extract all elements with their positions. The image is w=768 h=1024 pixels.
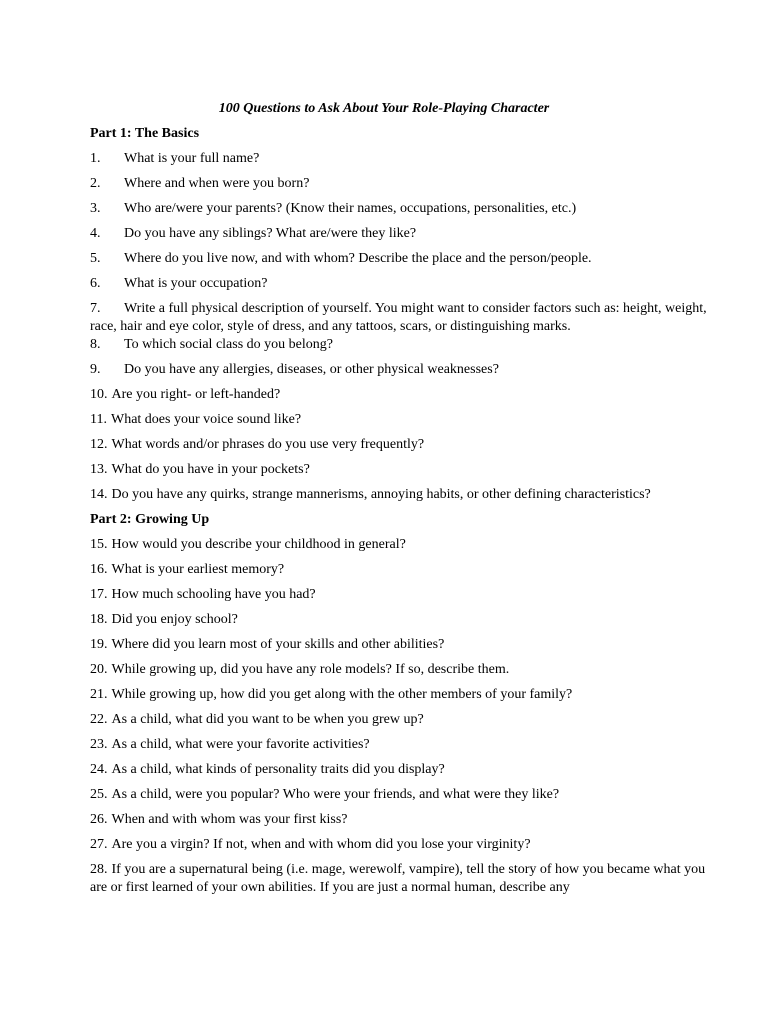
question-item	[90, 536, 720, 561]
question-number: 20.	[90, 662, 108, 677]
question-text: Write a full physical description of yourself. You might want to consider factors such as: height, weight, race, hair and eye color, style of dress, and any tattoos, scars, or distinguishing marks.	[90, 301, 707, 334]
question-text: How much schooling have you had?	[111, 587, 316, 602]
question-text: What do you have in your pockets?	[111, 462, 310, 477]
question-number: 2.	[90, 176, 101, 191]
question-item	[90, 361, 720, 386]
question-text: How would you describe your childhood in general?	[111, 537, 406, 552]
question-list-part2	[90, 536, 720, 897]
question-text: As a child, were you popular? Who were your friends, and what were they like?	[111, 787, 560, 802]
section-heading-part2: Part 2: Growing Up	[90, 512, 210, 527]
question-item	[90, 461, 720, 486]
question-item	[90, 225, 720, 250]
question-text: While growing up, how did you get along with the other members of your family?	[111, 687, 573, 702]
question-item	[90, 836, 720, 861]
question-item	[90, 486, 720, 511]
question-number: 21.	[90, 687, 108, 702]
question-number: 25.	[90, 787, 108, 802]
question-item	[90, 686, 720, 711]
question-text: When and with whom was your first kiss?	[111, 812, 348, 827]
question-number: 4.	[90, 226, 101, 241]
question-item	[90, 711, 720, 736]
question-number: 6.	[90, 276, 101, 291]
question-number: 12.	[90, 437, 108, 452]
question-text: Where and when were you born?	[124, 176, 310, 191]
question-item	[90, 436, 720, 461]
question-number: 7.	[90, 301, 101, 316]
question-text: If you are a supernatural being (i.e. mage, werewolf, vampire), tell the story of how you became what you are or first learned of your own abilities. If you are just a normal human, describe any	[90, 862, 706, 895]
question-item	[90, 811, 720, 836]
question-number: 27.	[90, 837, 108, 852]
question-number: 13.	[90, 462, 108, 477]
question-number: 23.	[90, 737, 108, 752]
question-item	[90, 611, 720, 636]
question-text: What is your earliest memory?	[111, 562, 285, 577]
question-text: What words and/or phrases do you use very frequently?	[111, 437, 425, 452]
question-text: As a child, what kinds of personality traits did you display?	[111, 762, 445, 777]
section-heading-part1: Part 1: The Basics	[90, 126, 200, 141]
question-text: As a child, what did you want to be when you grew up?	[111, 712, 424, 727]
question-text: While growing up, did you have any role models? If so, describe them.	[111, 662, 510, 677]
question-text: To which social class do you belong?	[124, 337, 333, 352]
question-number: 11.	[90, 412, 107, 427]
question-item	[90, 586, 720, 611]
question-number: 18.	[90, 612, 108, 627]
question-text: Are you a virgin? If not, when and with whom did you lose your virginity?	[111, 837, 531, 852]
question-item	[90, 300, 720, 336]
question-text: Where did you learn most of your skills and other abilities?	[111, 637, 445, 652]
question-text: Do you have any allergies, diseases, or other physical weaknesses?	[124, 362, 499, 377]
question-item	[90, 386, 720, 411]
question-item	[90, 561, 720, 586]
question-number: 24.	[90, 762, 108, 777]
question-item	[90, 761, 720, 786]
question-number: 28.	[90, 862, 108, 877]
question-number: 10.	[90, 387, 108, 402]
document-title: 100 Questions to Ask About Your Role-Playing Character	[218, 101, 550, 116]
question-item	[90, 661, 720, 686]
question-number: 14.	[90, 487, 108, 502]
question-item	[90, 736, 720, 761]
question-number: 1.	[90, 151, 101, 166]
question-number: 19.	[90, 637, 108, 652]
question-text: Who are/were your parents? (Know their names, occupations, personalities, etc.)	[124, 201, 577, 216]
question-item	[90, 250, 720, 275]
question-number: 26.	[90, 812, 108, 827]
question-item	[90, 336, 720, 361]
question-text: Where do you live now, and with whom? Describe the place and the person/people.	[124, 251, 592, 266]
question-text: Did you enjoy school?	[111, 612, 238, 627]
question-text: Do you have any quirks, strange mannerisms, annoying habits, or other defining characteristics?	[111, 487, 651, 502]
question-text: Are you right- or left-handed?	[111, 387, 281, 402]
question-number: 8.	[90, 337, 101, 352]
question-number: 22.	[90, 712, 108, 727]
question-number: 16.	[90, 562, 108, 577]
question-number: 17.	[90, 587, 108, 602]
question-item	[90, 175, 720, 200]
question-number: 3.	[90, 201, 101, 216]
question-item	[90, 411, 720, 436]
question-item	[90, 786, 720, 811]
question-item	[90, 636, 720, 661]
question-text: What is your occupation?	[124, 276, 268, 291]
question-list-part1	[90, 150, 720, 511]
question-number: 15.	[90, 537, 108, 552]
question-text: What does your voice sound like?	[110, 412, 302, 427]
question-text: What is your full name?	[124, 151, 260, 166]
document-body	[90, 125, 720, 897]
question-number: 9.	[90, 362, 101, 377]
question-number: 5.	[90, 251, 101, 266]
question-text: Do you have any siblings? What are/were they like?	[124, 226, 417, 241]
question-item	[90, 275, 720, 300]
question-item	[90, 200, 720, 225]
question-item	[90, 150, 720, 175]
question-item	[90, 861, 720, 897]
question-text: As a child, what were your favorite activities?	[111, 737, 370, 752]
